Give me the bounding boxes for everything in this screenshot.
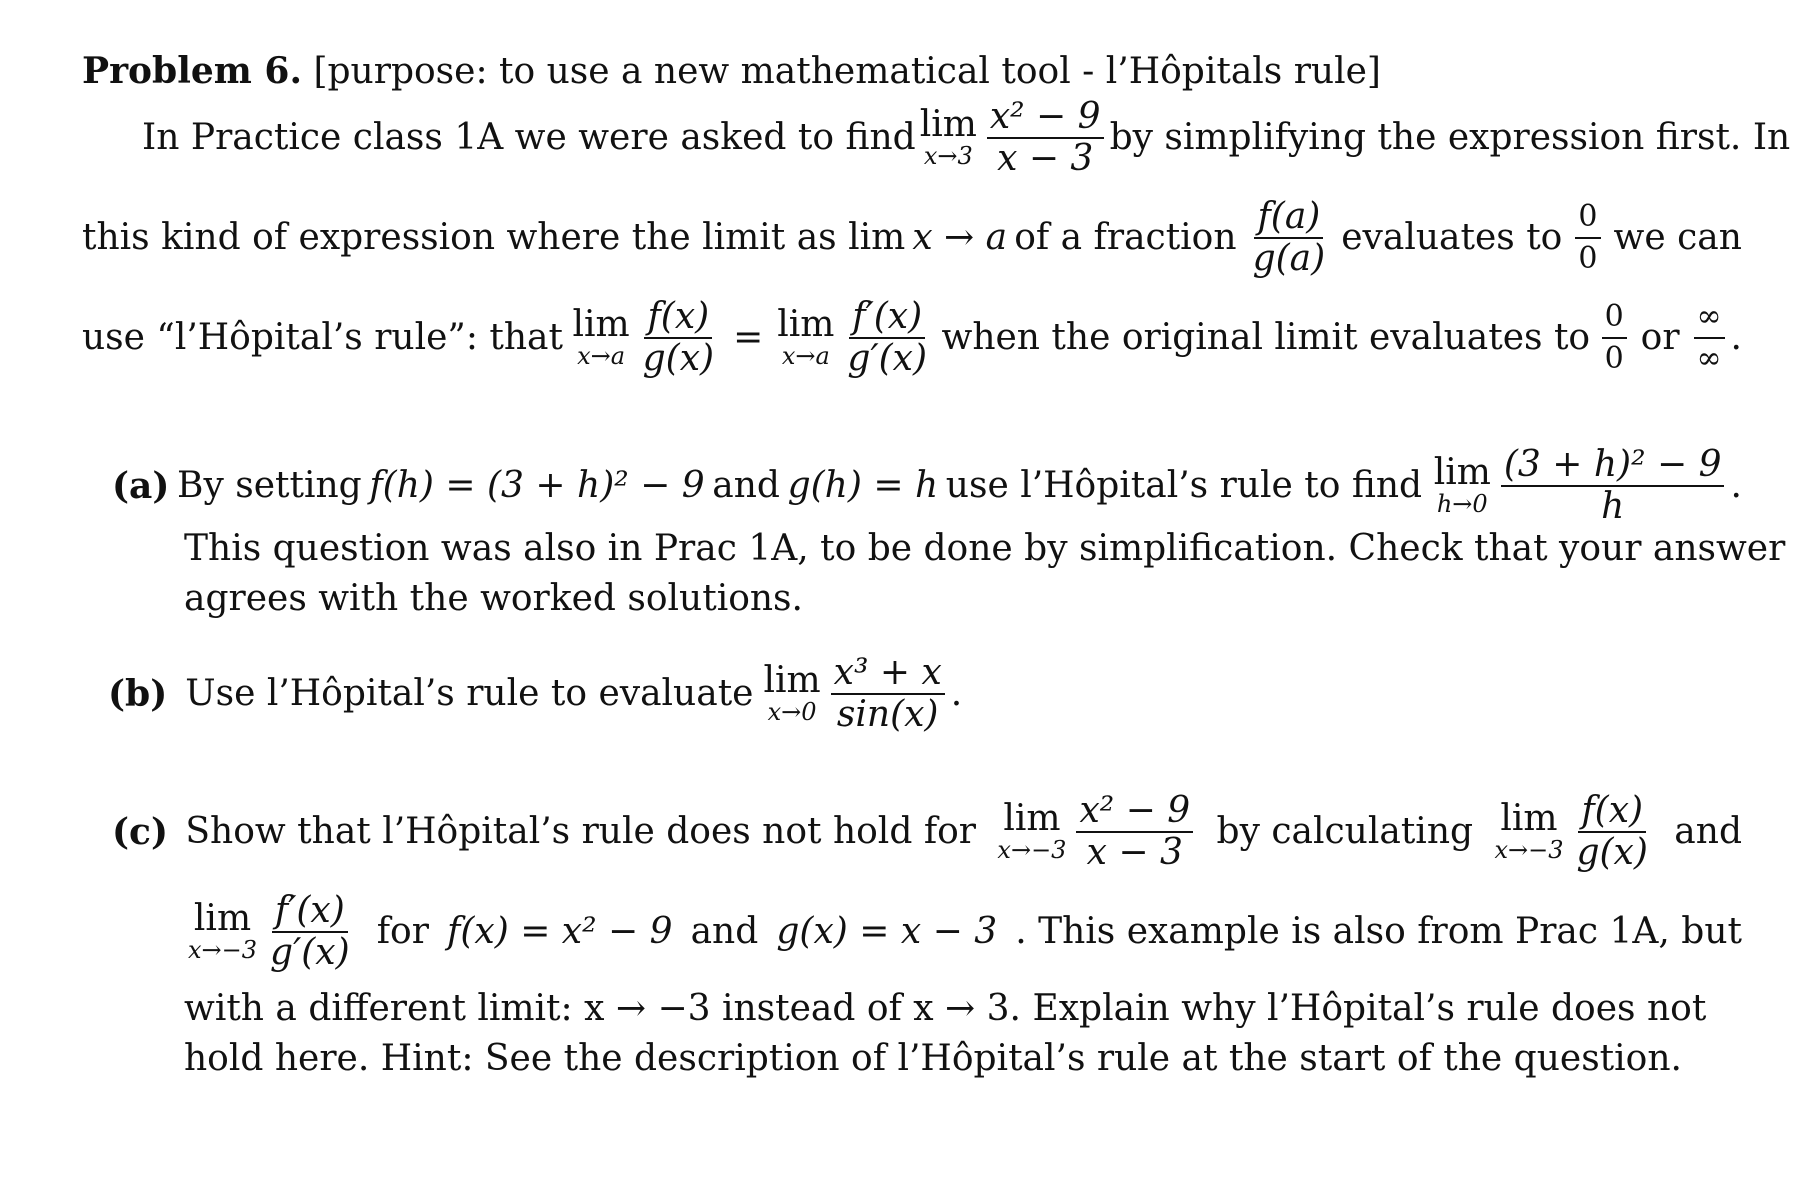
- lim-operator: lim x→3: [919, 104, 977, 170]
- limit-expression: lim x→−3 $\frac{f'(x)}{g'(x)}$: [184, 891, 359, 973]
- intro-text: evaluates to: [1341, 217, 1563, 258]
- fraction: $\frac{0}{0}$: [1575, 197, 1600, 279]
- fraction: $\frac{f'(x)}{g'(x)}$: [270, 890, 350, 973]
- part-a-line-3: agrees with the worked solutions.: [184, 578, 803, 619]
- intro-line-3: [82, 296, 1742, 380]
- intro-text: we can: [1613, 217, 1742, 258]
- fraction: $\frac{f(x)}{g(x)}$: [642, 296, 715, 379]
- problem-heading: [82, 50, 1381, 93]
- part-b-line-1: (b) Use l’Hôpital’s rule to evaluate lim x→0 $\frac{\text{x³ + x}}{\sin(x)}$ .: [108, 652, 963, 735]
- part-a-line-1: (a) By setting f(h) = (3 + h)² − 9 and g(h) = h use l’Hôpital’s rule to find lim h→0 $\frac{\text{(3 + h)² − 9}}{h}$ .: [112, 444, 1742, 527]
- indeterminate-forms: $\frac{0}{0}$ or $\frac{\infty}{\infty}$ .: [1596, 297, 1742, 379]
- limit-expression: [916, 97, 1110, 179]
- fraction: $\frac{f(x)}{g(x)}$: [1576, 790, 1648, 873]
- math-inline: g(x) = x − 3: [776, 911, 998, 952]
- fraction: $\frac{\text{(3 + h)² − 9}}{h}$: [1501, 445, 1725, 527]
- fraction: $\frac{f'(x)}{g'(x)}$: [847, 296, 928, 379]
- intro-text: of a fraction: [1014, 217, 1237, 258]
- problem-purpose: [purpose: to use a new mathematical tool - l’Hôpitals rule]: [313, 51, 1381, 92]
- intro-text: this kind of expression where the limit as lim: [82, 217, 906, 258]
- problem-number: Problem 6.: [82, 50, 303, 92]
- math-inline: f(x) = x² − 9: [447, 911, 673, 952]
- part-b-label: (b): [108, 673, 168, 715]
- limit-expression: lim h→0 $\frac{\text{(3 + h)² − 9}}{h}$ .: [1433, 444, 1742, 527]
- part-c-line-3: with a different limit: x → −3 instead of x → 3. Explain why l’Hôpital’s rule does not: [184, 988, 1707, 1029]
- limit-expression: lim x→−3 $\frac{f(x)}{g(x)}$: [1490, 791, 1656, 873]
- intro-line-2: [82, 196, 1742, 280]
- part-a-label: (a): [112, 465, 170, 507]
- part-c-line-2: lim x→−3 $\frac{f'(x)}{g'(x)}$ for f(x) = x² − 9 and g(x) = x − 3 . This example is also from Prac 1A, but: [184, 890, 1742, 974]
- lhopital-rule-formula: lim x→a $\frac{f(x)}{g(x)}$ = lim x→a $\frac{f'(x)}{g'(x)}$: [568, 297, 936, 379]
- intro-line-1: [142, 96, 1791, 179]
- intro-text: use “l’Hôpital’s rule”: that: [82, 317, 563, 358]
- fraction: $\frac{\text{x² − 9}}{x - 3}$: [987, 97, 1104, 179]
- part-c-label: (c): [112, 811, 168, 853]
- math-inline: f(h) = (3 + h)² − 9: [369, 465, 705, 506]
- intro-text: by simplifying the expression first. In: [1109, 117, 1791, 158]
- intro-text: In Practice class 1A we were asked to find: [142, 117, 916, 158]
- fraction: $\frac{\text{x² − 9}}{x - 3}$: [1076, 791, 1193, 873]
- part-c-line-1: (c) Show that l’Hôpital’s rule does not hold for lim x→−3 $\frac{\text{x² − 9}}{x - 3}$ by calculating lim x→−3 $\frac{f(x)}{g(x)}$ and: [112, 790, 1742, 873]
- part-c-line-4: hold here. Hint: See the description of l’Hôpital’s rule at the start of the question.: [184, 1038, 1682, 1079]
- fraction: $\frac{\text{x³ + x}}{\sin(x)}$: [831, 653, 945, 735]
- limit-expression: lim x→−3 $\frac{\text{x² − 9}}{x - 3}$: [993, 791, 1199, 873]
- math-inline: x → a: [912, 217, 1008, 258]
- fraction: $\frac{f(a)}{g(a)}$: [1252, 196, 1326, 279]
- math-inline: g(h) = h: [787, 465, 939, 506]
- intro-text: when the original limit evaluates to: [941, 317, 1591, 358]
- part-a-line-2: This question was also in Prac 1A, to be done by simplification. Check that your answer: [184, 528, 1786, 569]
